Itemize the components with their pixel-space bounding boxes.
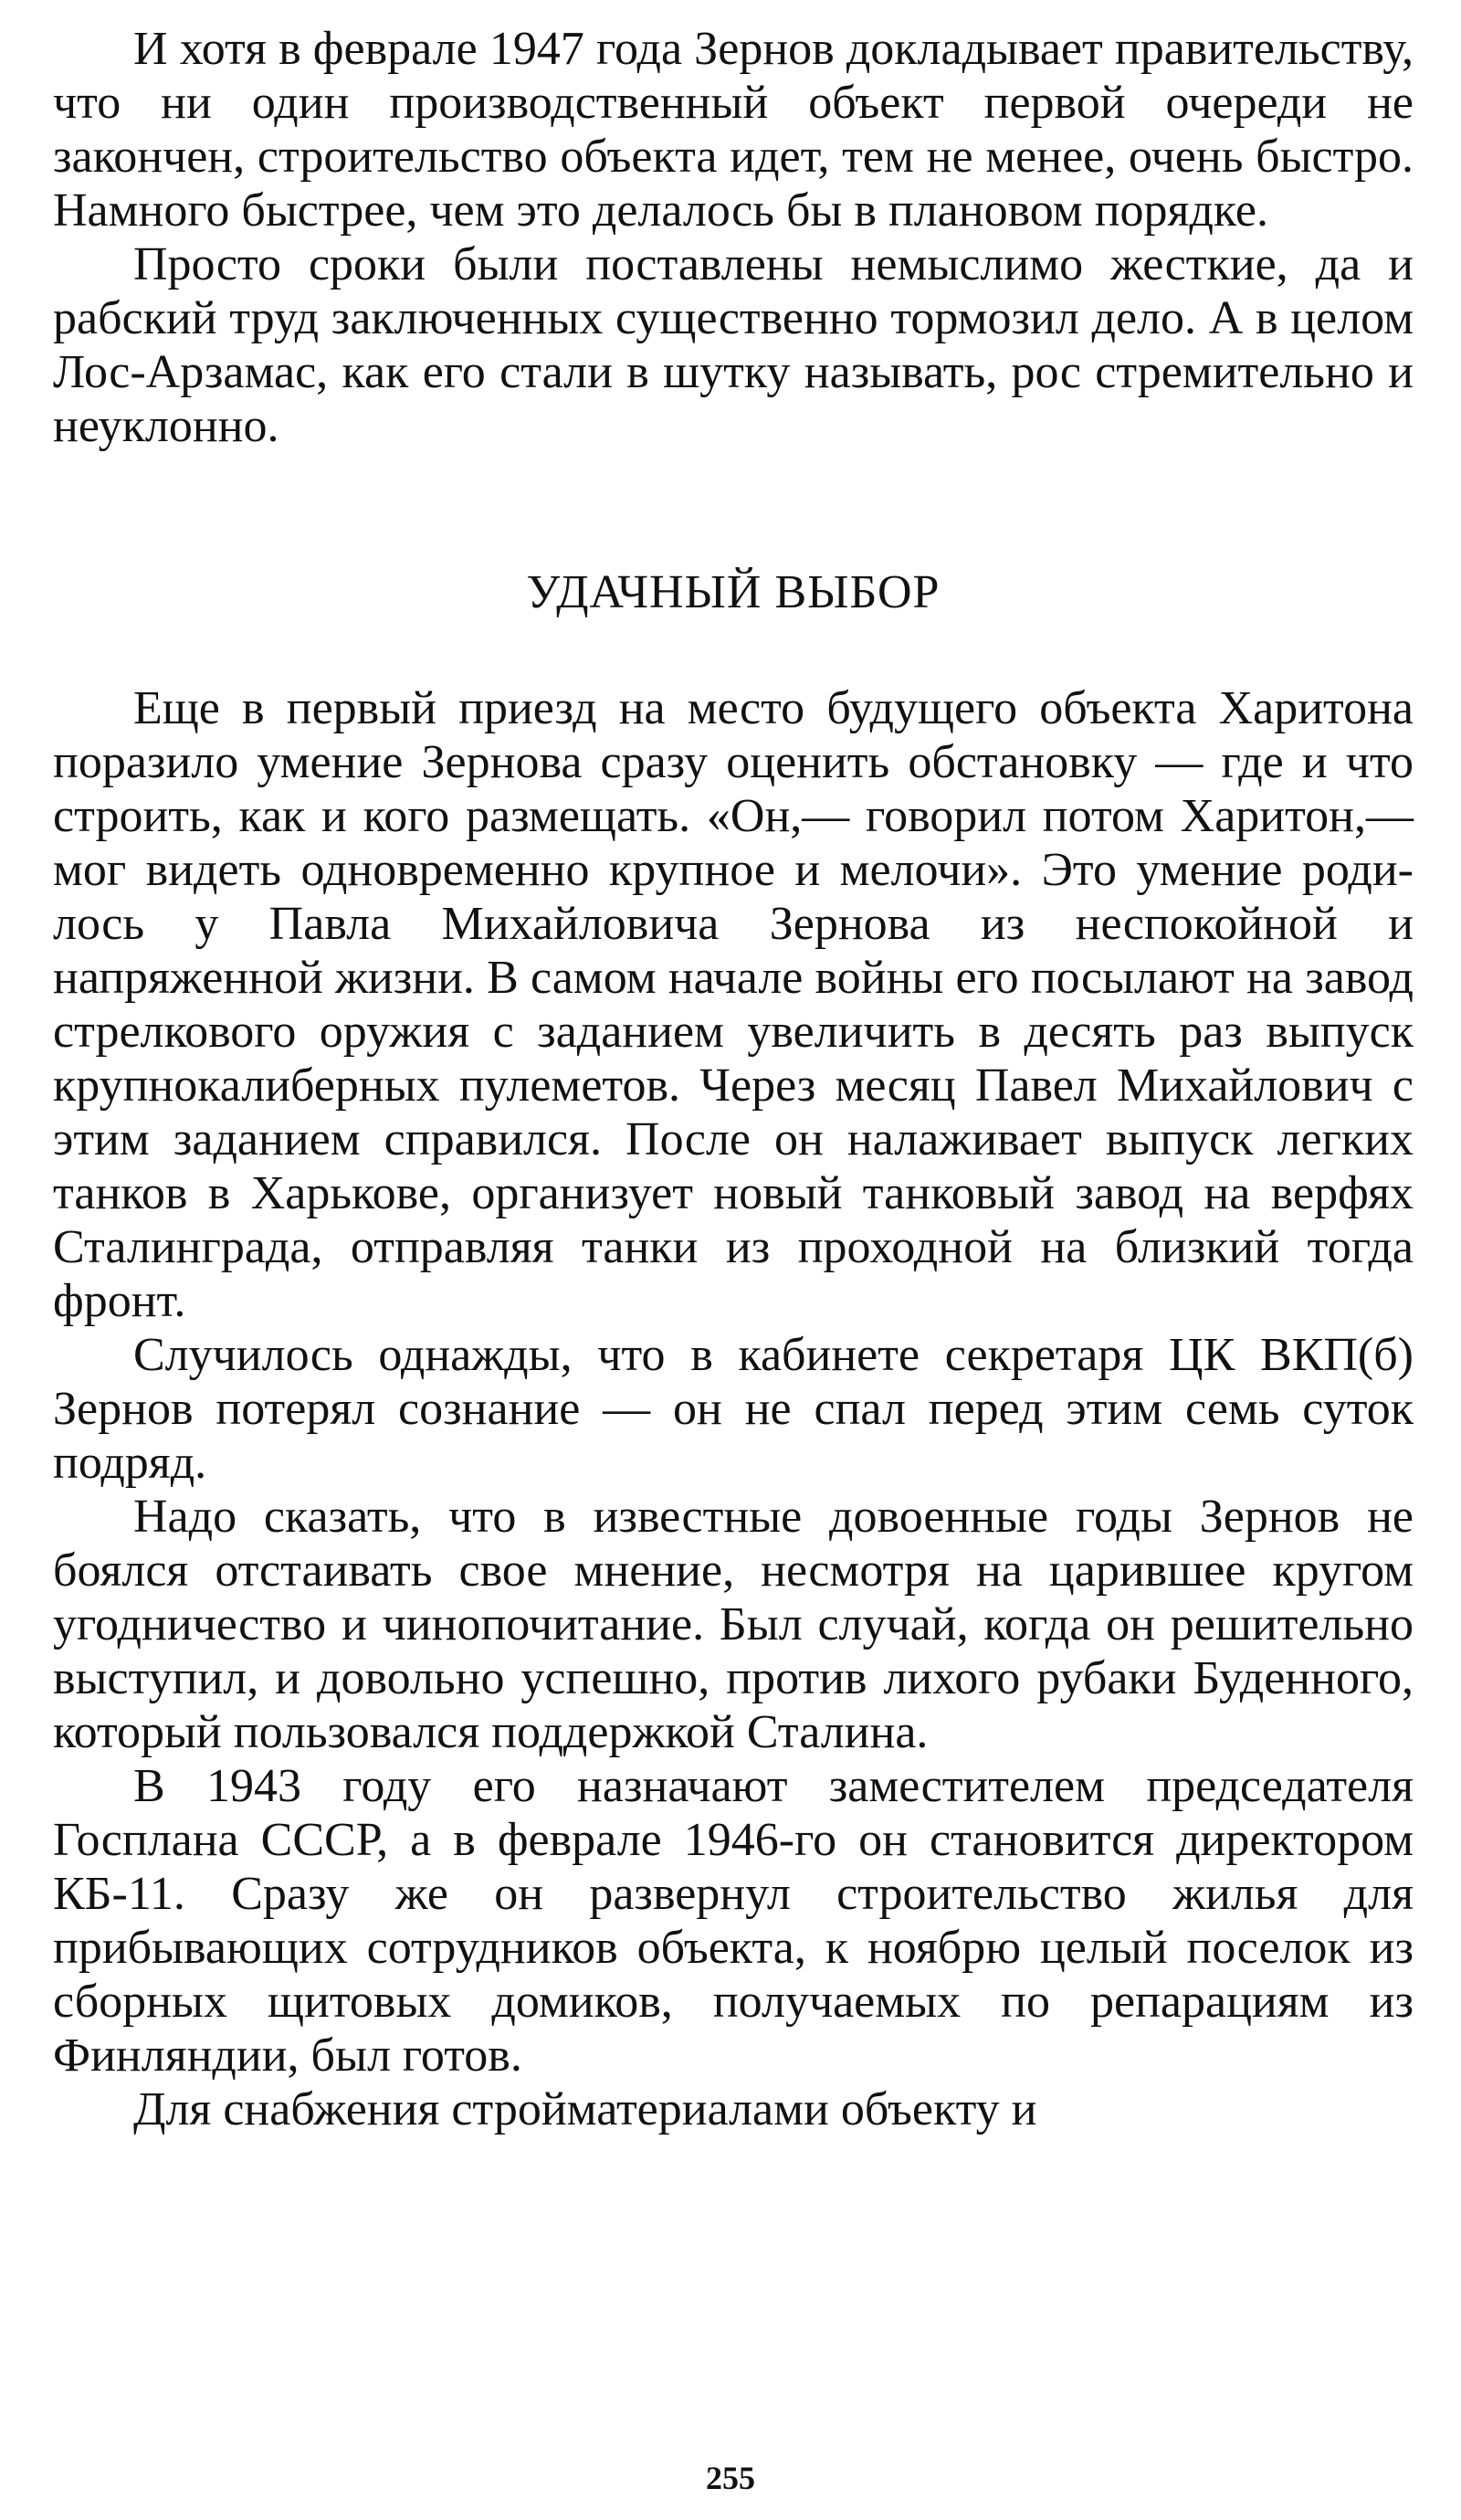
section-paragraph-3: Надо сказать, что в известные довоенные годы Зернов не боялся отстаивать свое мнение, несмотря на царившее кругом угодничество и чинопочитание. Был случай, когда он решительно выступил, и довольно успешно, против лихого рубаки Буденного, который пользовался поддержкой Сталина. [53,1491,1414,1758]
section-paragraph-2: Случилось однажды, что в кабинете секретаря ЦК ВКП(б) Зернов потерял сознание — он не спал перед этим семь суток подряд. [53,1329,1414,1489]
body-paragraph-2: Просто сроки были поставлены немыслимо жесткие, да и рабский труд заключенных существенно тормозил дело. А в целом Лос-Арзамас, как его стали в шутку называть, рос стремительно и неуклонно. [53,238,1414,452]
section-heading: УДАЧНЫЙ ВЫБОР [526,566,941,618]
page-number: 255 [706,2460,755,2496]
page-body [53,22,1414,2136]
section-paragraph-1: Еще в первый приезд на место будущего объекта Харитона поразило умение Зернова сразу оценить обстановку — где и что строить, как и кого размещать. «Он,— говорил потом Харитон,— мог видеть одновременно крупное и мелочи». Это умение родилось у Павла Михайловича Зернова из неспокойной и напряженной жизни. В самом начале войны его посылают на завод стрелкового оружия с заданием увеличить в десять раз выпуск крупнокалиберных пулеметов. Через месяц Павел Михайлович с этим заданием справился. После он налаживает выпуск легких танков в Харькове, организует новый танковый завод на верфях Сталинграда, отправляя танки из проходной на близкий тогда фронт. [53,682,1414,1327]
section-paragraph-4: В 1943 году его назначают заместителем председателя Госплана СССР, а в феврале 1946-го он становится директором КБ-11. Сразу же он развернул строительство жилья для прибывающих сотрудников объекта, к ноябрю целый поселок из сборных щитовых домиков, получаемых по репарациям из Финляндии, был готов. [53,1760,1414,2082]
body-paragraph-1: И хотя в феврале 1947 года Зернов докладывает правительству, что ни один производственный объект первой очереди не закончен, строительство объекта идет, тем не менее, очень быстро. Намного быстрее, чем это делалось бы в плановом порядке. [53,23,1414,237]
section-body [53,681,1414,2136]
section-paragraph-5: Для снабжения стройматериалами объекту и [133,2083,1037,2135]
